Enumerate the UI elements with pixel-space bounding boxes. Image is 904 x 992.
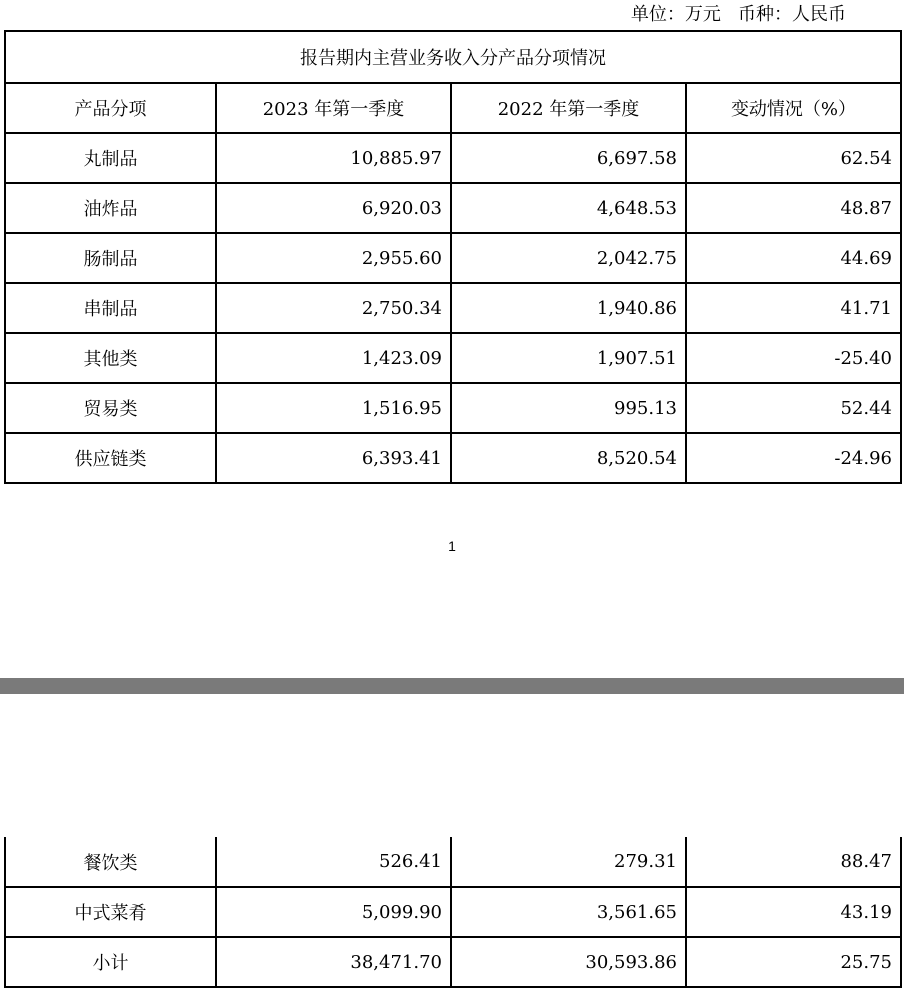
- change-percent-cell: 52.44: [686, 383, 901, 433]
- currency-label: 币种：人民币: [738, 4, 846, 25]
- change-percent-cell: 43.19: [686, 887, 901, 937]
- table-row: [5, 433, 901, 483]
- revenue-by-product-table-continued: [4, 837, 902, 988]
- change-percent-cell: 88.47: [686, 837, 901, 887]
- change-percent-cell: 44.69: [686, 233, 901, 283]
- value-2022-cell: 3,561.65: [451, 887, 686, 937]
- value-2023-cell: 38,471.70: [216, 937, 451, 987]
- table-row: [5, 333, 901, 383]
- unit-currency-line: [631, 2, 846, 28]
- value-2022-cell: 1,907.51: [451, 333, 686, 383]
- table-title-row: [5, 31, 901, 83]
- product-name-cell: 供应链类: [5, 433, 216, 483]
- change-percent-cell: -24.96: [686, 433, 901, 483]
- value-2023-cell: 1,423.09: [216, 333, 451, 383]
- column-header-change: 变动情况（%）: [686, 83, 901, 133]
- table-row: [5, 233, 901, 283]
- value-2023-cell: 6,393.41: [216, 433, 451, 483]
- value-2023-cell: 10,885.97: [216, 133, 451, 183]
- product-name-cell: 中式菜肴: [5, 887, 216, 937]
- value-2022-cell: 995.13: [451, 383, 686, 433]
- table-row: [5, 283, 901, 333]
- change-percent-cell: 62.54: [686, 133, 901, 183]
- column-header-2022q1: 2022 年第一季度: [451, 83, 686, 133]
- table-header-row: [5, 83, 901, 133]
- table-title: 报告期内主营业务收入分产品分项情况: [5, 31, 901, 83]
- table-row-subtotal: [5, 937, 901, 987]
- product-name-cell: 餐饮类: [5, 837, 216, 887]
- value-2023-cell: 5,099.90: [216, 887, 451, 937]
- table-row: [5, 837, 901, 887]
- table-row: [5, 183, 901, 233]
- product-name-cell: 贸易类: [5, 383, 216, 433]
- table-row: [5, 383, 901, 433]
- value-2022-cell: 30,593.86: [451, 937, 686, 987]
- page-number: 1: [448, 538, 456, 554]
- product-name-cell: 小计: [5, 937, 216, 987]
- value-2023-cell: 2,955.60: [216, 233, 451, 283]
- value-2023-cell: 1,516.95: [216, 383, 451, 433]
- change-percent-cell: 48.87: [686, 183, 901, 233]
- value-2023-cell: 526.41: [216, 837, 451, 887]
- value-2023-cell: 2,750.34: [216, 283, 451, 333]
- column-header-2023q1: 2023 年第一季度: [216, 83, 451, 133]
- change-percent-cell: 41.71: [686, 283, 901, 333]
- page-separator: [0, 678, 904, 694]
- product-name-cell: 串制品: [5, 283, 216, 333]
- product-name-cell: 其他类: [5, 333, 216, 383]
- value-2022-cell: 6,697.58: [451, 133, 686, 183]
- product-name-cell: 丸制品: [5, 133, 216, 183]
- change-percent-cell: -25.40: [686, 333, 901, 383]
- value-2023-cell: 6,920.03: [216, 183, 451, 233]
- table-row: [5, 887, 901, 937]
- product-name-cell: 油炸品: [5, 183, 216, 233]
- column-header-product: 产品分项: [5, 83, 216, 133]
- value-2022-cell: 2,042.75: [451, 233, 686, 283]
- change-percent-cell: 25.75: [686, 937, 901, 987]
- value-2022-cell: 279.31: [451, 837, 686, 887]
- product-name-cell: 肠制品: [5, 233, 216, 283]
- value-2022-cell: 8,520.54: [451, 433, 686, 483]
- revenue-by-product-table: [4, 30, 902, 484]
- table-row: [5, 133, 901, 183]
- unit-label: 单位：万元: [630, 4, 721, 25]
- value-2022-cell: 4,648.53: [451, 183, 686, 233]
- value-2022-cell: 1,940.86: [451, 283, 686, 333]
